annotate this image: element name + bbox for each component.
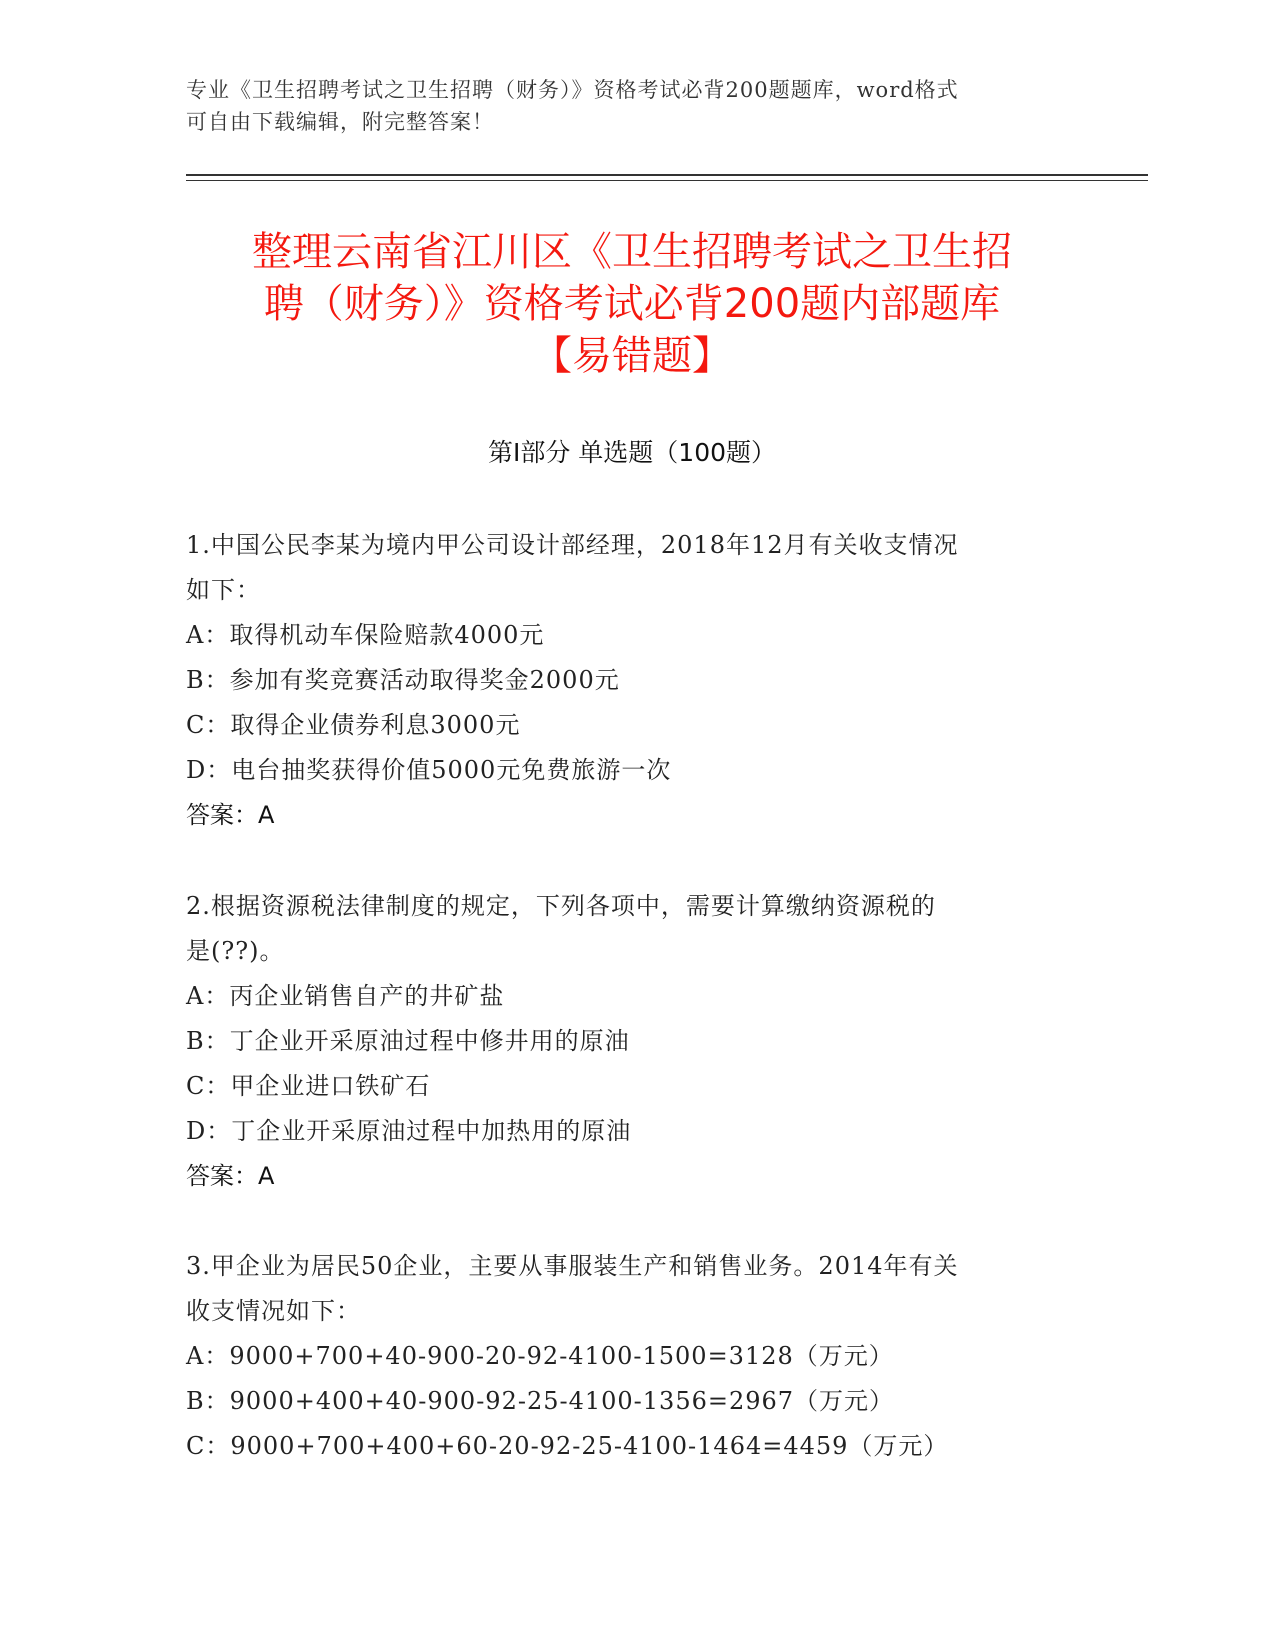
question-2-option-a: A：丙企业销售自产的井矿盐: [186, 982, 505, 1010]
question-3-stem-line-2: 收支情况如下：: [186, 1297, 361, 1325]
header-note: [186, 74, 1066, 138]
document-title: [186, 226, 1078, 382]
question-2-stem-line-1: 2.根据资源税法律制度的规定，下列各项中，需要计算缴纳资源税的: [186, 892, 936, 920]
header-divider-thin: [186, 180, 1148, 181]
title-line-2: 聘（财务）》资格考试必背200题内部题库: [263, 281, 1001, 327]
title-line-1: 整理云南省江川区《卫生招聘考试之卫生招: [252, 229, 1012, 275]
question-2-option-d: D：丁企业开采原油过程中加热用的原油: [186, 1117, 632, 1145]
question-2-answer: 答案：A: [186, 1162, 275, 1190]
question-1-option-b: B：参加有奖竞赛活动取得奖金2000元: [186, 666, 620, 694]
question-1-answer: 答案：A: [186, 801, 275, 829]
question-1-option-a: A：取得机动车保险赔款4000元: [186, 621, 545, 649]
question-2-option-c: C：甲企业进口铁矿石: [186, 1072, 431, 1100]
question-1-option-d: D：电台抽奖获得价值5000元免费旅游一次: [186, 756, 672, 784]
question-1-option-c: C：取得企业债券利息3000元: [186, 711, 521, 739]
question-3-option-a: A：9000+700+40-900-20-92-4100-1500=3128（万元）: [186, 1342, 894, 1370]
section-heading: 第I部分 单选题（100题）: [487, 438, 777, 467]
question-2-stem-line-2: 是(??)。: [186, 937, 285, 965]
title-line-3: 【易错题】: [532, 333, 732, 379]
header-note-line-2: 可自由下载编辑，附完整答案！: [186, 110, 494, 134]
question-3-option-c: C：9000+700+400+60-20-92-25-4100-1464=4459（万元）: [186, 1432, 949, 1460]
header-note-line-1: 专业《卫生招聘考试之卫生招聘（财务）》资格考试必背200题题库，word格式: [186, 78, 959, 102]
question-1-stem-line-2: 如下：: [186, 576, 261, 604]
question-2-option-b: B：丁企业开采原油过程中修井用的原油: [186, 1027, 630, 1055]
question-3-option-b: B：9000+400+40-900-92-25-4100-1356=2967（万元）: [186, 1387, 895, 1415]
question-3-stem-line-1: 3.甲企业为居民50企业，主要从事服装生产和销售业务。2014年有关: [186, 1252, 959, 1280]
header-divider-thick: [186, 174, 1148, 176]
question-1-stem-line-1: 1.中国公民李某为境内甲公司设计部经理，2018年12月有关收支情况: [186, 531, 959, 559]
